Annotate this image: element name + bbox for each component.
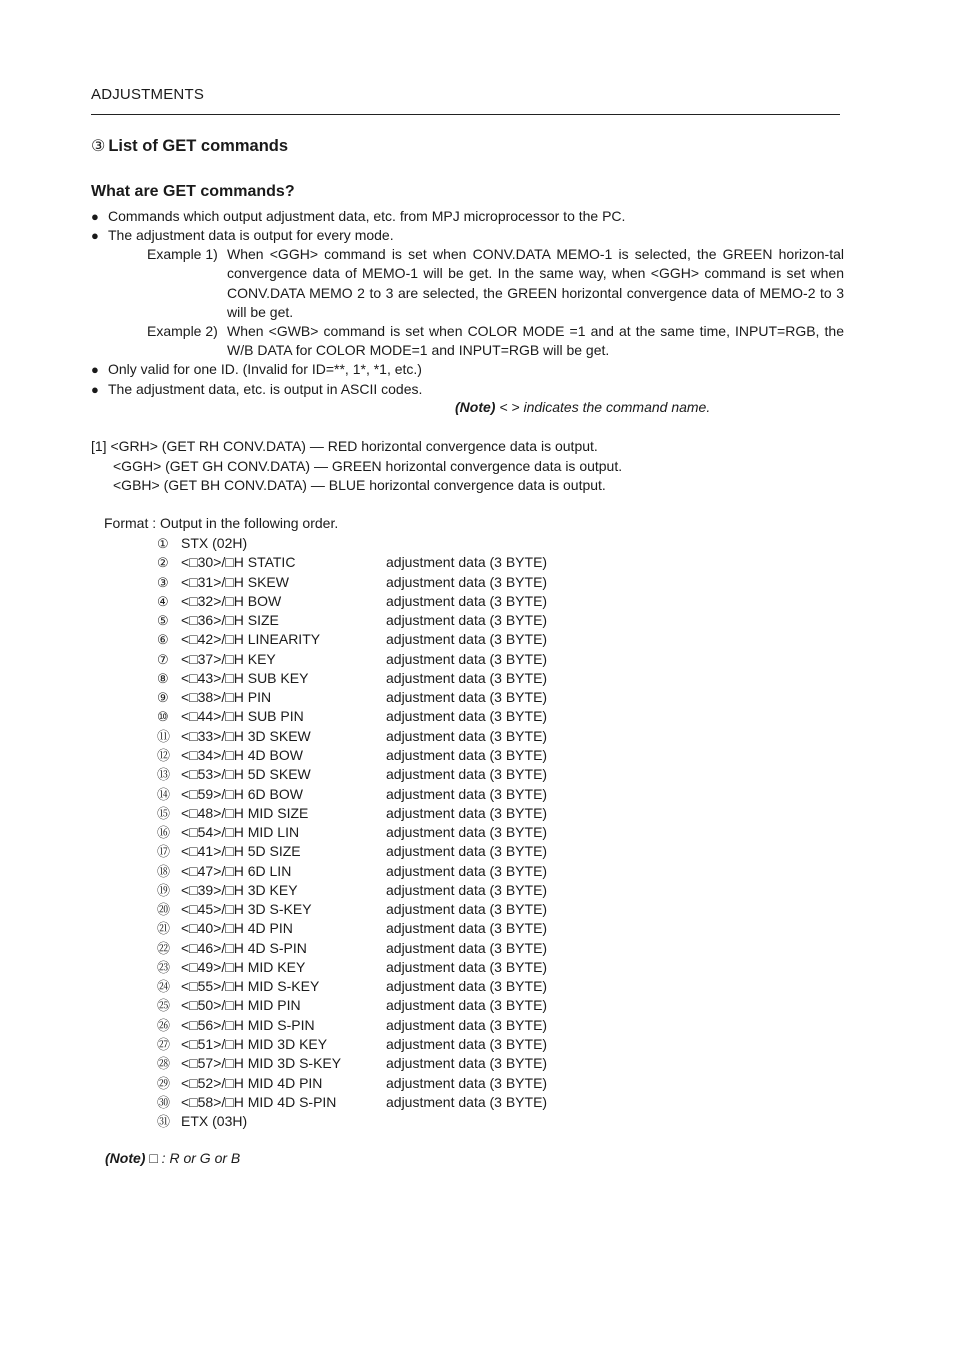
item-description: adjustment data (3 BYTE) [386,727,548,744]
item-name: <□42>/□H LINEARITY [181,631,321,648]
item-name: <□45>/□H 3D S-KEY [181,901,312,918]
item-name: <□55>/□H MID S-KEY [181,978,320,995]
command-line: <GGH> (GET GH CONV.DATA) — GREEN horizontal convergence data is output. [113,458,623,474]
item-name: <□52>/□H MID 4D PIN [181,1074,323,1091]
item-number: ⑪ [157,728,171,744]
item-number: ⑯ [157,825,171,841]
section-title [91,136,288,156]
item-number: ⑩ [157,709,169,725]
item-description: adjustment data (3 BYTE) [386,920,548,937]
bullet-icon: ● [91,382,99,397]
item-description: adjustment data (3 BYTE) [386,958,548,975]
item-number: ⑥ [157,632,169,648]
header-rule [91,114,840,115]
item-number: ㉒ [157,940,171,956]
item-name: <□44>/□H SUB PIN [181,708,304,725]
item-description: adjustment data (3 BYTE) [386,843,548,860]
item-name: <□31>/□H SKEW [181,573,289,590]
bullet-text: Only valid for one ID. (Invalid for ID=**, 1*, *1, etc.) [108,361,422,377]
section-title-text: List of GET commands [108,137,289,155]
item-number: ㉖ [157,1017,171,1033]
item-number: ① [157,536,169,551]
item-name: <□38>/□H PIN [181,689,272,706]
note-label: (Note) [105,1150,146,1166]
item-description: adjustment data (3 BYTE) [386,1074,548,1091]
item-number: ㉚ [157,1094,171,1110]
item-name: <□53>/□H 5D SKEW [181,766,311,783]
example-label: Example 1) [147,246,218,262]
item-number: ③ [157,574,169,590]
item-name: <□57>/□H MID 3D S-KEY [181,1055,342,1072]
item-description: adjustment data (3 BYTE) [386,650,548,667]
item-name: <□59>/□H 6D BOW [181,785,303,802]
bullet-text: The adjustment data, etc. is output in ASCII codes. [108,381,423,397]
item-name: <□34>/□H 4D BOW [181,746,303,763]
example-text: When <GGH> command is set when CONV.DATA MEMO-1 is selected, the GREEN horizon-tal convergence data of MEMO-1 will be get. In the same way, when <GGH> command is set when CONV.DATA MEMO 2 to 3 are selected, the GREEN horizontal convergence data of MEMO-2 to 3 will be get. [227,246,844,320]
item-name: <□47>/□H 6D LIN [181,862,292,879]
item-number: ⑨ [157,690,169,706]
item-name: <□48>/□H MID SIZE [181,804,309,821]
bullet-text: Commands which output adjustment data, etc. from MPJ microprocessor to the PC. [108,208,626,224]
item-number: ㉕ [157,998,171,1014]
page-header: ADJUSTMENTS [91,86,205,103]
subtitle: What are GET commands? [91,183,295,200]
note-placeholder [105,1150,240,1166]
command-line: [1] <GRH> (GET RH CONV.DATA) — RED horizontal convergence data is output. [91,438,598,454]
item-number: ㉑ [157,921,171,937]
item-number: ㉛ [157,1114,171,1130]
note-label: (Note) [455,399,496,415]
item-description: adjustment data (3 BYTE) [386,785,548,802]
item-number: ⑦ [157,651,169,667]
item-description: adjustment data (3 BYTE) [386,689,548,706]
command-line: <GBH> (GET BH CONV.DATA) — BLUE horizontal convergence data is output. [113,477,606,493]
item-name: <□58>/□H MID 4D S-PIN [181,1093,337,1110]
item-name: <□39>/□H 3D KEY [181,881,298,898]
item-description: adjustment data (3 BYTE) [386,978,548,995]
item-name: <□51>/□H MID 3D KEY [181,1036,328,1053]
bullet-icon: ● [91,228,99,243]
item-number: ⑮ [157,805,171,821]
item-description: adjustment data (3 BYTE) [386,708,548,725]
item-number: ⑰ [157,844,171,860]
item-description: adjustment data (3 BYTE) [386,766,548,783]
bullet-text: The adjustment data is output for every mode. [108,227,394,243]
example-text: When <GWB> command is set when COLOR MODE =1 and at the same time, INPUT=RGB, the W/B DATA for COLOR MODE=1 and INPUT=RGB will be get. [227,323,844,359]
item-description: adjustment data (3 BYTE) [386,1093,548,1110]
note-text: □ : R or G or B [145,1150,241,1166]
item-description: adjustment data (3 BYTE) [386,881,548,898]
item-description: adjustment data (3 BYTE) [386,939,548,956]
item-name: <□41>/□H 5D SIZE [181,843,301,860]
item-name: <□43>/□H SUB KEY [181,669,309,686]
item-description: adjustment data (3 BYTE) [386,631,548,648]
item-name: <□49>/□H MID KEY [181,958,306,975]
item-number: ⑲ [157,882,171,898]
item-number: ② [157,555,169,571]
item-number: ⑫ [157,747,171,763]
item-description: adjustment data (3 BYTE) [386,592,548,609]
item-description: adjustment data (3 BYTE) [386,901,548,918]
item-description: adjustment data (3 BYTE) [386,573,548,590]
item-name: <□37>/□H KEY [181,650,276,667]
item-number: ㉘ [157,1056,171,1072]
item-name: <□40>/□H 4D PIN [181,920,293,937]
item-number: ⑭ [157,786,171,802]
item-name: <□46>/□H 4D S-PIN [181,939,307,956]
item-description: adjustment data (3 BYTE) [386,1016,548,1033]
item-description: adjustment data (3 BYTE) [386,997,548,1014]
note-text: < > indicates the command name. [495,399,711,415]
item-description: adjustment data (3 BYTE) [386,612,548,629]
item-name: ETX (03H) [181,1113,248,1130]
item-number: ⑧ [157,670,169,686]
item-number: ㉗ [157,1037,171,1053]
item-number: ㉔ [157,979,171,995]
item-number: ④ [157,593,169,609]
item-name: <□30>/□H STATIC [181,554,296,571]
item-name: STX (02H) [181,535,248,551]
format-line: Format : Output in the following order. [104,515,339,531]
item-number: ⑬ [157,767,171,783]
item-description: adjustment data (3 BYTE) [386,1055,548,1072]
item-number: ㉙ [157,1075,171,1091]
item-number: ㉓ [157,959,171,975]
item-name: <□32>/□H BOW [181,592,282,609]
bullet-icon: ● [91,362,99,377]
item-description: adjustment data (3 BYTE) [386,804,548,821]
item-name: <□50>/□H MID PIN [181,997,301,1014]
item-name: <□56>/□H MID S-PIN [181,1016,315,1033]
item-description: adjustment data (3 BYTE) [386,554,548,571]
item-description: adjustment data (3 BYTE) [386,824,548,841]
item-description: adjustment data (3 BYTE) [386,669,548,686]
example-label: Example 2) [147,323,218,339]
item-name: <□54>/□H MID LIN [181,824,300,841]
item-description: adjustment data (3 BYTE) [386,862,548,879]
item-name: <□33>/□H 3D SKEW [181,727,311,744]
item-number: ⑤ [157,613,169,629]
item-name: <□36>/□H SIZE [181,612,279,629]
note-command-name [455,399,710,415]
item-description: adjustment data (3 BYTE) [386,1036,548,1053]
item-description: adjustment data (3 BYTE) [386,746,548,763]
bullet-icon: ● [91,209,99,224]
section-number: ③ [91,138,106,155]
item-number: ⑱ [157,863,171,879]
item-number: ⑳ [157,902,171,918]
